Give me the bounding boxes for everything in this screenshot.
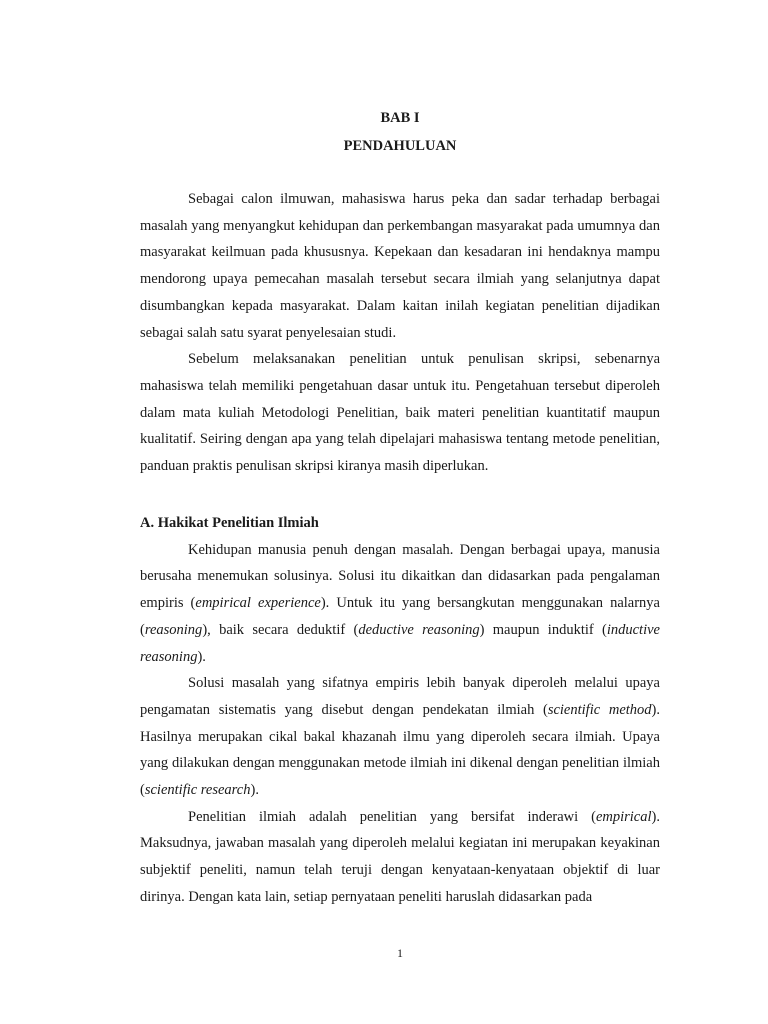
chapter-title: PENDAHULUAN <box>343 138 457 154</box>
text-run: ). Hasilnya merupakan cikal bakal khazanah ilmu yang diperoleh secara ilmiah. Upaya yang dilakukan dengan menggunakan metode ilmiah ini dikenal dengan penelitian ilmiah ( <box>140 701 661 799</box>
text-run: ). Maksudnya, jawaban masalah yang diperoleh melalui kegiatan ini merupakan keyakinan subjektif peneliti, namun telah teruji dengan kenyataan-kenyataan objektif di luar dirinya. Dengan kata lain, setiap pernyataan peneliti haruslah didasarkan pada <box>140 808 660 905</box>
text-run: ), baik secara deduktif ( <box>202 621 359 638</box>
chapter-label: BAB I <box>380 110 420 126</box>
intro-section <box>140 186 660 480</box>
text-run: Solusi masalah yang sifatnya empiris lebih banyak diperoleh melalui upaya pengamatan sistematis yang disebut dengan pendekatan ilmiah ( <box>140 675 660 718</box>
intro-paragraph-2: Sebelum melaksanakan penelitian untuk penulisan skripsi, sebenarnya mahasiswa telah memiliki pengetahuan dasar untuk itu. Pengetahuan tersebut diperoleh dalam mata kuliah Metodologi Penelitian, baik materi penelitian kuantitatif maupun kualitatif. Seiring dengan apa yang telah dipelajari mahasiswa tentang metode penelitian, panduan praktis penulisan skripsi kiranya masih diperlukan. <box>140 351 660 475</box>
italic-term: deductive reasoning <box>358 621 480 638</box>
section-a-paragraph-3 <box>140 804 660 911</box>
section-a-heading: A. Hakikat Penelitian Ilmiah <box>140 515 319 531</box>
section-a-paragraph-1 <box>140 537 660 671</box>
text-run: ). <box>197 648 206 665</box>
section-a <box>140 510 660 911</box>
section-a-paragraph-2 <box>140 670 660 804</box>
text-run: ). Untuk itu yang bersangkutan menggunakan nalarnya ( <box>140 595 660 638</box>
intro-paragraph-1: Sebagai calon ilmuwan, mahasiswa harus peka dan sadar terhadap berbagai masalah yang menyangkut kehidupan dan perkembangan masyarakat pada umumnya dan masyarakat keilmuan pada khususnya. Kepekaan dan kesadaran ini hendaknya mampu mendorong upaya pemecahan masalah tersebut secara ilmiah yang selanjutnya dapat disumbangkan kepada masyarakat. Dalam kaitan inilah kegiatan penelitian dijadikan sebagai salah satu syarat penyelesaian studi. <box>140 191 660 341</box>
italic-term: inductive reasoning <box>140 621 660 665</box>
italic-term: scientific method <box>547 701 652 718</box>
text-run: Penelitian ilmiah adalah penelitian yang bersifat inderawi ( <box>188 808 596 825</box>
italic-term: scientific research <box>144 782 251 799</box>
page-number: 1 <box>397 946 403 960</box>
italic-term: reasoning <box>144 621 203 638</box>
text-run: ) maupun induktif ( <box>479 621 607 638</box>
text-run: ). <box>250 782 259 799</box>
italic-term: empirical <box>595 808 652 825</box>
italic-term: empirical experience <box>195 595 321 612</box>
text-run: Kehidupan manusia penuh dengan masalah. Dengan berbagai upaya, manusia berusaha menemukan solusinya. Solusi itu dikaitkan dan didasarkan pada pengalaman empiris ( <box>140 541 660 612</box>
